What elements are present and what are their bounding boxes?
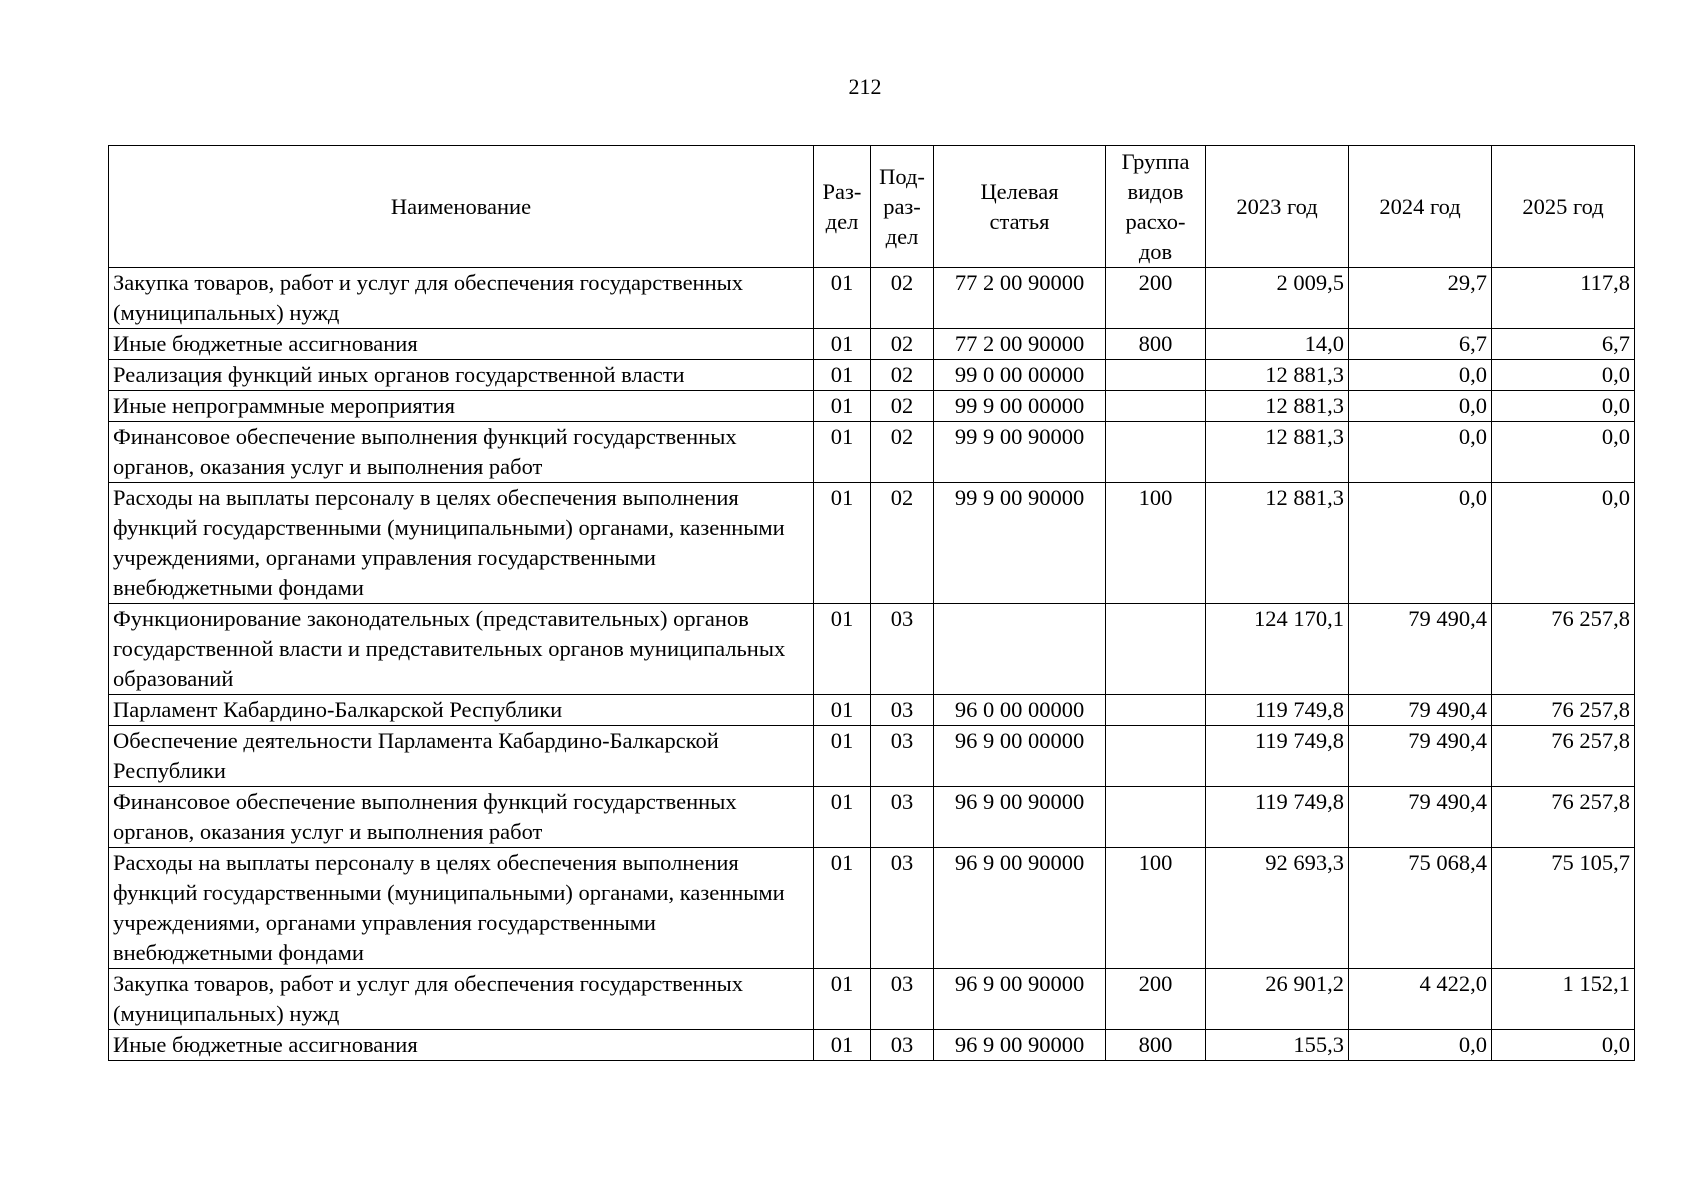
cell-2023: 92 693,3 xyxy=(1206,848,1349,969)
header-2023: 2023 год xyxy=(1206,146,1349,268)
cell-2024: 0,0 xyxy=(1349,360,1492,391)
cell-group: 100 xyxy=(1106,483,1206,604)
cell-razdel: 01 xyxy=(814,787,871,848)
cell-target: 77 2 00 90000 xyxy=(934,329,1106,360)
cell-2024: 79 490,4 xyxy=(1349,726,1492,787)
table-row xyxy=(109,969,1635,1030)
cell-group xyxy=(1106,422,1206,483)
cell-target: 96 9 00 90000 xyxy=(934,1030,1106,1061)
cell-2023: 124 170,1 xyxy=(1206,604,1349,695)
cell-2023: 12 881,3 xyxy=(1206,360,1349,391)
cell-razdel: 01 xyxy=(814,329,871,360)
cell-razdel: 01 xyxy=(814,848,871,969)
cell-2024: 79 490,4 xyxy=(1349,604,1492,695)
header-podrazdel: Под- раз- дел xyxy=(871,146,934,268)
cell-podrazdel: 02 xyxy=(871,422,934,483)
cell-2025: 76 257,8 xyxy=(1492,695,1635,726)
cell-podrazdel: 03 xyxy=(871,1030,934,1061)
cell-name: Финансовое обеспечение выполнения функций государственных органов, оказания услуг и выполнения работ xyxy=(109,422,814,483)
cell-name: Расходы на выплаты персоналу в целях обеспечения выполнения функций государственными (муниципальными) органами, казенными учреждениями, органами управления государственными внебюджетными фондами xyxy=(109,483,814,604)
table-row xyxy=(109,329,1635,360)
cell-2023: 12 881,3 xyxy=(1206,483,1349,604)
cell-podrazdel: 02 xyxy=(871,360,934,391)
cell-2025: 75 105,7 xyxy=(1492,848,1635,969)
header-2024: 2024 год xyxy=(1349,146,1492,268)
cell-target: 96 9 00 90000 xyxy=(934,969,1106,1030)
cell-podrazdel: 03 xyxy=(871,726,934,787)
cell-2023: 119 749,8 xyxy=(1206,726,1349,787)
table-header xyxy=(109,146,1635,268)
cell-name: Иные непрограммные мероприятия xyxy=(109,391,814,422)
cell-razdel: 01 xyxy=(814,1030,871,1061)
cell-name: Финансовое обеспечение выполнения функций государственных органов, оказания услуг и выполнения работ xyxy=(109,787,814,848)
table-row xyxy=(109,483,1635,604)
cell-name: Реализация функций иных органов государственной власти xyxy=(109,360,814,391)
cell-name: Расходы на выплаты персоналу в целях обеспечения выполнения функций государственными (муниципальными) органами, казенными учреждениями, органами управления государственными внебюджетными фондами xyxy=(109,848,814,969)
table-row xyxy=(109,391,1635,422)
cell-2023: 26 901,2 xyxy=(1206,969,1349,1030)
cell-2025: 76 257,8 xyxy=(1492,787,1635,848)
cell-2025: 76 257,8 xyxy=(1492,726,1635,787)
cell-group: 200 xyxy=(1106,969,1206,1030)
cell-2025: 117,8 xyxy=(1492,268,1635,329)
cell-name: Закупка товаров, работ и услуг для обеспечения государственных (муниципальных) нужд xyxy=(109,969,814,1030)
cell-2023: 14,0 xyxy=(1206,329,1349,360)
cell-2025: 0,0 xyxy=(1492,422,1635,483)
table-row xyxy=(109,422,1635,483)
budget-table xyxy=(108,145,1635,1061)
cell-2024: 0,0 xyxy=(1349,483,1492,604)
cell-2024: 4 422,0 xyxy=(1349,969,1492,1030)
cell-podrazdel: 03 xyxy=(871,848,934,969)
table-row xyxy=(109,787,1635,848)
cell-group xyxy=(1106,726,1206,787)
table-row xyxy=(109,726,1635,787)
cell-2025: 0,0 xyxy=(1492,1030,1635,1061)
cell-target: 96 9 00 00000 xyxy=(934,726,1106,787)
cell-group xyxy=(1106,604,1206,695)
header-row xyxy=(109,146,1635,268)
cell-target: 96 9 00 90000 xyxy=(934,787,1106,848)
cell-name: Парламент Кабардино-Балкарской Республики xyxy=(109,695,814,726)
cell-2025: 0,0 xyxy=(1492,360,1635,391)
page-number: 212 xyxy=(848,74,882,99)
cell-2024: 0,0 xyxy=(1349,1030,1492,1061)
cell-2023: 119 749,8 xyxy=(1206,787,1349,848)
cell-2024: 79 490,4 xyxy=(1349,695,1492,726)
cell-razdel: 01 xyxy=(814,422,871,483)
cell-group xyxy=(1106,695,1206,726)
cell-2025: 76 257,8 xyxy=(1492,604,1635,695)
cell-2024: 0,0 xyxy=(1349,391,1492,422)
cell-2023: 2 009,5 xyxy=(1206,268,1349,329)
cell-razdel: 01 xyxy=(814,360,871,391)
cell-2024: 0,0 xyxy=(1349,422,1492,483)
cell-2024: 79 490,4 xyxy=(1349,787,1492,848)
cell-2023: 12 881,3 xyxy=(1206,391,1349,422)
cell-target: 99 9 00 90000 xyxy=(934,422,1106,483)
cell-podrazdel: 02 xyxy=(871,391,934,422)
cell-target: 77 2 00 90000 xyxy=(934,268,1106,329)
cell-razdel: 01 xyxy=(814,268,871,329)
cell-2023: 155,3 xyxy=(1206,1030,1349,1061)
cell-name: Иные бюджетные ассигнования xyxy=(109,1030,814,1061)
header-razdel: Раз- дел xyxy=(814,146,871,268)
header-name: Наименование xyxy=(109,146,814,268)
header-target: Целевая статья xyxy=(934,146,1106,268)
cell-group xyxy=(1106,360,1206,391)
cell-2023: 119 749,8 xyxy=(1206,695,1349,726)
cell-podrazdel: 02 xyxy=(871,329,934,360)
cell-podrazdel: 02 xyxy=(871,268,934,329)
table-body xyxy=(109,268,1635,1061)
cell-razdel: 01 xyxy=(814,391,871,422)
cell-podrazdel: 03 xyxy=(871,969,934,1030)
table-row xyxy=(109,695,1635,726)
cell-2025: 0,0 xyxy=(1492,483,1635,604)
cell-podrazdel: 03 xyxy=(871,695,934,726)
header-group: Группа видов расхо- дов xyxy=(1106,146,1206,268)
cell-target: 96 9 00 90000 xyxy=(934,848,1106,969)
cell-2023: 12 881,3 xyxy=(1206,422,1349,483)
cell-target: 99 0 00 00000 xyxy=(934,360,1106,391)
cell-razdel: 01 xyxy=(814,969,871,1030)
cell-group: 800 xyxy=(1106,1030,1206,1061)
cell-group xyxy=(1106,787,1206,848)
cell-podrazdel: 02 xyxy=(871,483,934,604)
cell-group: 800 xyxy=(1106,329,1206,360)
cell-podrazdel: 03 xyxy=(871,787,934,848)
cell-name: Иные бюджетные ассигнования xyxy=(109,329,814,360)
table-row xyxy=(109,1030,1635,1061)
cell-2024: 29,7 xyxy=(1349,268,1492,329)
table-row xyxy=(109,848,1635,969)
table-row xyxy=(109,604,1635,695)
cell-2025: 0,0 xyxy=(1492,391,1635,422)
cell-2025: 1 152,1 xyxy=(1492,969,1635,1030)
cell-target xyxy=(934,604,1106,695)
cell-target: 99 9 00 90000 xyxy=(934,483,1106,604)
cell-target: 99 9 00 00000 xyxy=(934,391,1106,422)
cell-name: Функционирование законодательных (представительных) органов государственной власти и представительных органов муниципальных образований xyxy=(109,604,814,695)
header-2025: 2025 год xyxy=(1492,146,1635,268)
table-row xyxy=(109,360,1635,391)
cell-podrazdel: 03 xyxy=(871,604,934,695)
table-row xyxy=(109,268,1635,329)
cell-2024: 75 068,4 xyxy=(1349,848,1492,969)
cell-2024: 6,7 xyxy=(1349,329,1492,360)
cell-razdel: 01 xyxy=(814,726,871,787)
cell-group xyxy=(1106,391,1206,422)
cell-name: Обеспечение деятельности Парламента Кабардино-Балкарской Республики xyxy=(109,726,814,787)
cell-razdel: 01 xyxy=(814,695,871,726)
cell-group: 100 xyxy=(1106,848,1206,969)
cell-2025: 6,7 xyxy=(1492,329,1635,360)
cell-target: 96 0 00 00000 xyxy=(934,695,1106,726)
cell-razdel: 01 xyxy=(814,604,871,695)
cell-group: 200 xyxy=(1106,268,1206,329)
cell-name: Закупка товаров, работ и услуг для обеспечения государственных (муниципальных) нужд xyxy=(109,268,814,329)
cell-razdel: 01 xyxy=(814,483,871,604)
